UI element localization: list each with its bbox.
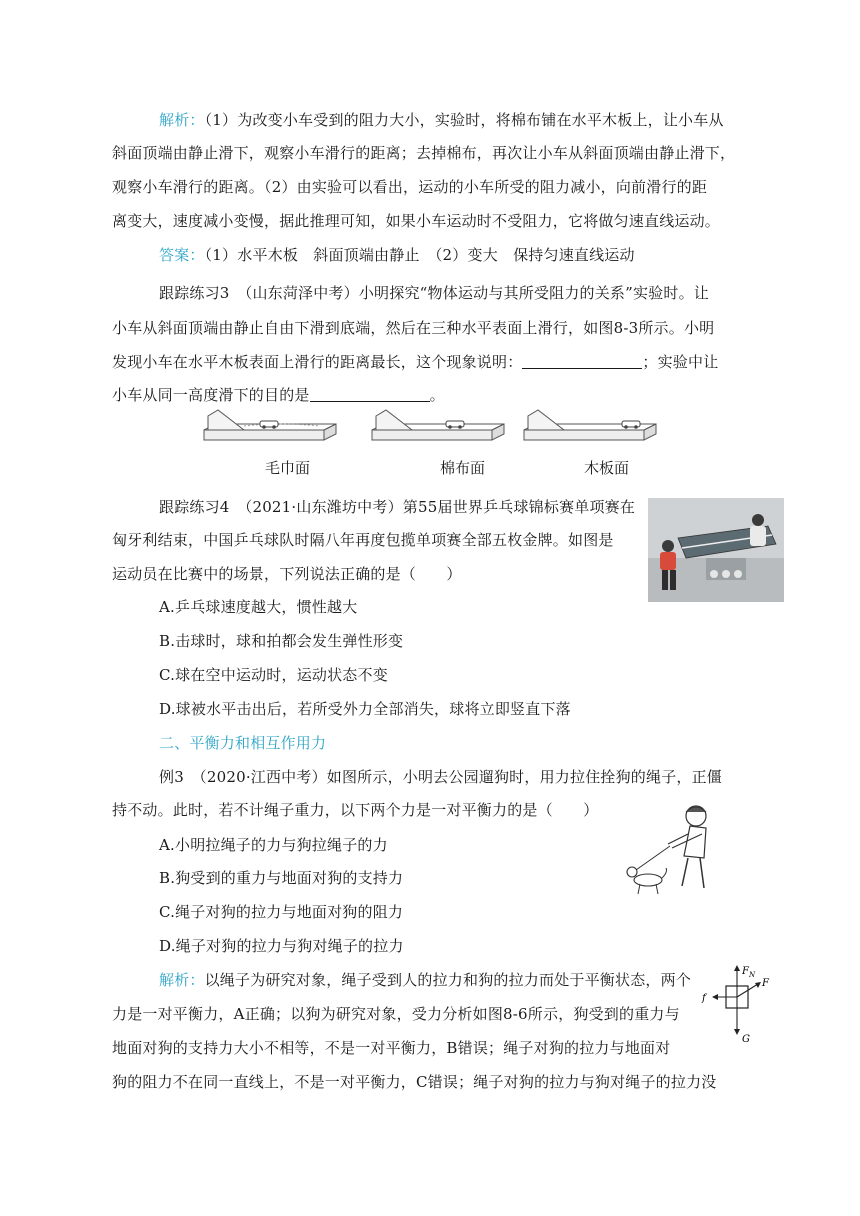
boy-walking-dog-illustration bbox=[612, 800, 732, 904]
question-line: 例3 （2020·江西中考）如图所示，小明去公园遛狗时，用力拉住拴狗的绳子，正僵 bbox=[159, 768, 722, 786]
section-title: 二、平衡力和相互作用力 bbox=[159, 734, 327, 752]
option-line: C.绳子对狗的拉力与地面对狗的阻力 bbox=[159, 903, 404, 921]
question-line: 匈牙利结束，中国乒乓球队时隔八年再度包揽单项赛全部五枚金牌。如图是 bbox=[112, 531, 614, 549]
figure-caption-cotton: 棉布面 bbox=[440, 459, 486, 477]
question-line: 小车从斜面顶端由静止自由下滑到底端，然后在三种水平表面上滑行，如图8-3所示。小明 bbox=[112, 319, 715, 337]
option-line: B.狗受到的重力与地面对狗的支持力 bbox=[159, 869, 404, 887]
question-line: 持不动。此时，若不计绳子重力，以下两个力是一对平衡力的是（ ） bbox=[112, 801, 599, 819]
figure-caption-towel: 毛巾面 bbox=[265, 459, 311, 477]
option-line: D.绳子对狗的拉力与狗对绳子的拉力 bbox=[159, 937, 404, 955]
ramp-towel-figure bbox=[200, 408, 340, 448]
option-line: D.球被水平击出后，若所受外力全部消失，球将立即竖直下落 bbox=[159, 700, 571, 718]
analysis-paragraph-line: 解析：以绳子为研究对象，绳子受到人的拉力和狗的拉力而处于平衡状态，两个 bbox=[159, 971, 692, 989]
analysis-label: 解析： bbox=[159, 971, 205, 989]
analysis-label: 解析： bbox=[159, 111, 205, 129]
answer-label: 答案： bbox=[159, 246, 205, 264]
option-line: C.球在空中运动时，运动状态不变 bbox=[159, 666, 388, 684]
ramp-wood-figure bbox=[520, 408, 660, 448]
question-line: 小车从同一高度滑下的目的是 。 bbox=[112, 386, 445, 404]
question-line: 跟踪练习4 （2021·山东潍坊中考）第55届世界乒乓球锦标赛单项赛在 bbox=[159, 498, 636, 516]
analysis-paragraph-line: 观察小车滑行的距离。（2）由实验可以看出，运动的小车所受的阻力减小，向前滑行的距 bbox=[112, 178, 708, 196]
option-line: B.击球时，球和拍都会发生弹性形变 bbox=[159, 632, 404, 650]
analysis-paragraph-line: 力是一对平衡力，A正确；以狗为研究对象，受力分析如图8-6所示，狗受到的重力与 bbox=[112, 1005, 680, 1023]
analysis-paragraph-line: 斜面顶端由静止滑下，观察小车滑行的距离；去掉棉布，再次让小车从斜面顶端由静止滑下， bbox=[112, 144, 736, 162]
question-line: 运动员在比赛中的场景，下列说法正确的是（ ） bbox=[112, 565, 462, 583]
force-diagram bbox=[700, 962, 780, 1046]
option-line: A.乒乓球速度越大，惯性越大 bbox=[159, 598, 358, 616]
analysis-paragraph-line: 狗的阻力不在同一直线上，不是一对平衡力，C错误；绳子对狗的拉力与狗对绳子的拉力没 bbox=[112, 1073, 717, 1091]
question-line: 跟踪练习3 （山东菏泽中考）小明探究“物体运动与其所受阻力的关系”实验时。让 bbox=[159, 284, 709, 302]
analysis-paragraph-line: 地面对狗的支持力大小不相等，不是一对平衡力，B错误；绳子对狗的拉力与地面对 bbox=[112, 1039, 671, 1057]
force-label-pull: F bbox=[762, 978, 769, 989]
answer-blank bbox=[522, 354, 642, 369]
ramp-cotton-figure bbox=[368, 408, 508, 448]
answer-blank bbox=[310, 387, 430, 402]
option-line: A.小明拉绳子的力与狗拉绳子的力 bbox=[159, 836, 388, 854]
analysis-paragraph-line: 离变大，速度减小变慢，据此推理可知，如果小车运动时不受阻力，它将做匀速直线运动。 bbox=[112, 212, 721, 230]
figure-caption-wood: 木板面 bbox=[584, 459, 630, 477]
force-label-gravity: G bbox=[742, 1034, 750, 1045]
answer-line: 答案：（1）水平木板 斜面顶端由静止 （2）变大 保持匀速直线运动 bbox=[159, 246, 635, 264]
question-line: 发现小车在水平木板表面上滑行的距离最长，这个现象说明： ；实验中让 bbox=[112, 353, 719, 371]
analysis-paragraph-line: 解析：（1）为改变小车受到的阻力大小，实验时，将棉布铺在水平木板上，让小车从 bbox=[159, 111, 724, 129]
table-tennis-photo bbox=[648, 498, 784, 602]
force-label-friction: f bbox=[702, 993, 706, 1004]
force-label-fn: $F_N$ bbox=[742, 966, 756, 979]
